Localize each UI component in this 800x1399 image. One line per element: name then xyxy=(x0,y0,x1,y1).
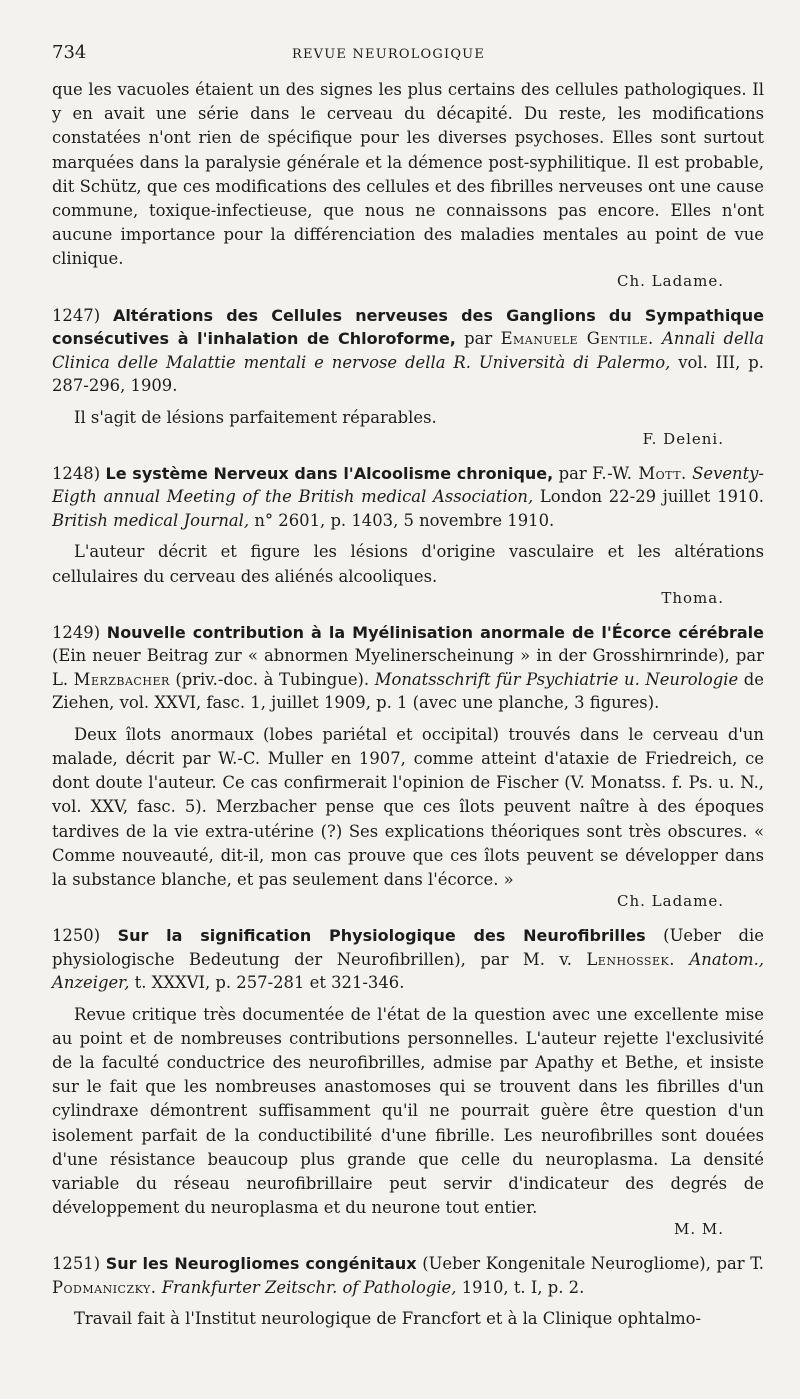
intro-paragraph: que les vacuoles étaient un des signes les plus certains des cellules pathologiques. Il y en avait une série dans le cerveau du décapité. Du reste, les modifications constatées n'ont rien de spécifique pour les diverses psychoses. Elles sont surtout marquées dans la paralysie générale et la démence post-syphilitique. Il est probable, dit Schütz, que ces modifications des cellules et des fibrilles nerveuses ont une cause commune, toxique-infectieuse, que nous ne connaissons pas encore. Elles n'ont aucune importance pour la différenciation des maladies mentales au point de vue clinique. xyxy=(52,80,764,269)
entry-summary: L'auteur décrit et figure les lésions d'origine vasculaire et les altérations cellulaires du cerveau des aliénés alcooliques. xyxy=(52,542,764,586)
entry-author: Podmaniczky. xyxy=(52,1277,157,1297)
entry-number: 1248) xyxy=(52,463,101,483)
entry-citation-rest: n° 2601, p. 1403, 5 novembre 1910. xyxy=(254,510,555,530)
entry-title: Le système Nerveux dans l'Alcoolisme chronique, xyxy=(105,463,554,483)
entry-signature: M. M. xyxy=(673,1220,724,1239)
entry-signature: Thoma. xyxy=(661,588,724,607)
entry-citation-place: London 22-29 juillet 1910. xyxy=(539,487,764,507)
entry-title: Altérations des Cellules nerveuses des Ganglions du Sympathique consécutives à l'inhalation de Chloroforme, xyxy=(52,305,765,349)
entry-citation: Anatom., Anzeiger, xyxy=(52,949,765,993)
entry-heading xyxy=(52,462,764,533)
intro-signature: Ch. Ladame. xyxy=(617,271,724,290)
entry-signature: Ch. Ladame. xyxy=(617,892,724,911)
entry-title: Nouvelle contribution à la Myélinisation anormale de l'Écorce cérébrale xyxy=(106,622,764,642)
entry-1251 xyxy=(52,1252,764,1331)
entry-title: Sur les Neurogliomes congénitaux xyxy=(105,1254,417,1274)
entry-citation: Seventy-Eigth annual Meeting of the British medical Association, xyxy=(52,463,764,507)
entry-signature: F. Deleni. xyxy=(642,429,724,448)
entry-heading xyxy=(52,924,764,995)
entry-number: 1250) xyxy=(52,926,101,946)
entry-citation-rest: vol. III, p. 287-296, 1909. xyxy=(52,352,764,396)
entry-author: Lenhossek. xyxy=(586,949,675,969)
entry-number: 1247) xyxy=(52,305,101,325)
entry-author: F.-W. Mott. xyxy=(592,463,687,483)
entry-heading xyxy=(52,1252,764,1299)
entry-by: par xyxy=(558,463,587,483)
entry-citation: Monatsschrift für Psychiatrie u. Neurologie xyxy=(374,669,739,689)
entry-author: Merzbacher xyxy=(73,669,170,689)
entry-citation-journal: British medical Journal, xyxy=(52,510,250,530)
entry-citation-rest: 1910, t. I, p. 2. xyxy=(461,1277,585,1297)
entry-title: Sur la signification Physiologique des Neurofibrilles xyxy=(117,926,646,946)
entry-by: par xyxy=(464,329,493,349)
entry-1247 xyxy=(52,304,764,448)
entry-summary: Revue critique très documentée de l'état de la question avec une excellente mise au point et de nombreuses contributions personnelles. L'auteur rejette l'exclusivité de la faculté conductrice des neurofibrilles, admise par Apathy et Bethe, et insiste sur le fait que les nombreuses anastomoses qui se trouvent dans les fibrilles d'un cylindraxe démontrent suffisamment qu'il ne pourrait guère être question d'un isolement parfait de la conductibilité d'une fibrille. Les neurofibrilles sont douées d'une résistance beaucoup plus grande que celle du neuroplasma. La densité variable du réseau neurofibrillaire peut servir d'indicateur des degrés de développement du neuroplasma et du neurone tout entier. xyxy=(52,1004,764,1218)
entry-citation: Frankfurter Zeitschr. of Pathologie, xyxy=(161,1277,457,1297)
entry-subtitle: (Ein neuer Beitrag zur « abnormen Myelinerscheinung » in der Grosshirnrinde), par L. xyxy=(52,646,764,689)
entry-citation: Annali della Clinica delle Malattie mentali e nervose della R. Università di Palermo, xyxy=(52,329,764,372)
entry-subtitle: (Ueber die physiologische Bedeutung der Neurofibrillen), par M. v. xyxy=(52,926,764,969)
entry-summary xyxy=(52,406,764,430)
entry-heading xyxy=(52,621,764,715)
entry-1250 xyxy=(52,924,764,1238)
running-head: REVUE NEUROLOGIQUE xyxy=(292,47,486,62)
entry-summary: Travail fait à l'Institut neurologique de Francfort et à la Clinique ophtalmo- xyxy=(74,1309,702,1329)
entry-subtitle: (Ueber Kongenitale Neurogliome), par T. xyxy=(422,1254,764,1274)
entry-1248 xyxy=(52,462,764,607)
entry-number: 1249) xyxy=(52,622,101,642)
entry-1249 xyxy=(52,621,764,910)
page-header xyxy=(52,42,764,78)
entry-summary: Deux îlots anormaux (lobes pariétal et occipital) trouvés dans le cerveau d'un malade, décrit par W.-C. Muller en 1907, comme atteint d'ataxie de Friedreich, ce dont doute l'auteur. Ce cas confirmerait l'opinion de Fischer (V. Monatss. f. Ps. u. N., vol. XXV, fasc. 5). Merzbacher pense que ces îlots peuvent naître à des époques tardives de la vie extra-utérine (?) Ses explications théoriques sont très obscures. « Comme nouveauté, dit-il, mon cas prouve que ces îlots peuvent se développer dans la substance blanche, et pas seulement dans l'écorce. » xyxy=(52,724,764,889)
entry-citation-rest: de Ziehen, vol. XXVI, fasc. 1, juillet 1909, p. 1 (avec une planche, 3 figures). xyxy=(52,669,764,713)
entry-number: 1251) xyxy=(52,1254,101,1274)
summary-text: Il s'agit de lésions parfaitement réparables. xyxy=(74,407,437,427)
entry-heading xyxy=(52,304,764,398)
entry-author-affiliation: (priv.-doc. à Tubingue). xyxy=(175,669,370,689)
entry-author: Emanuele Gentile. xyxy=(500,329,654,349)
page-number: 734 xyxy=(52,42,87,63)
entry-citation-rest: t. XXXVI, p. 257-281 et 321-346. xyxy=(134,973,405,993)
